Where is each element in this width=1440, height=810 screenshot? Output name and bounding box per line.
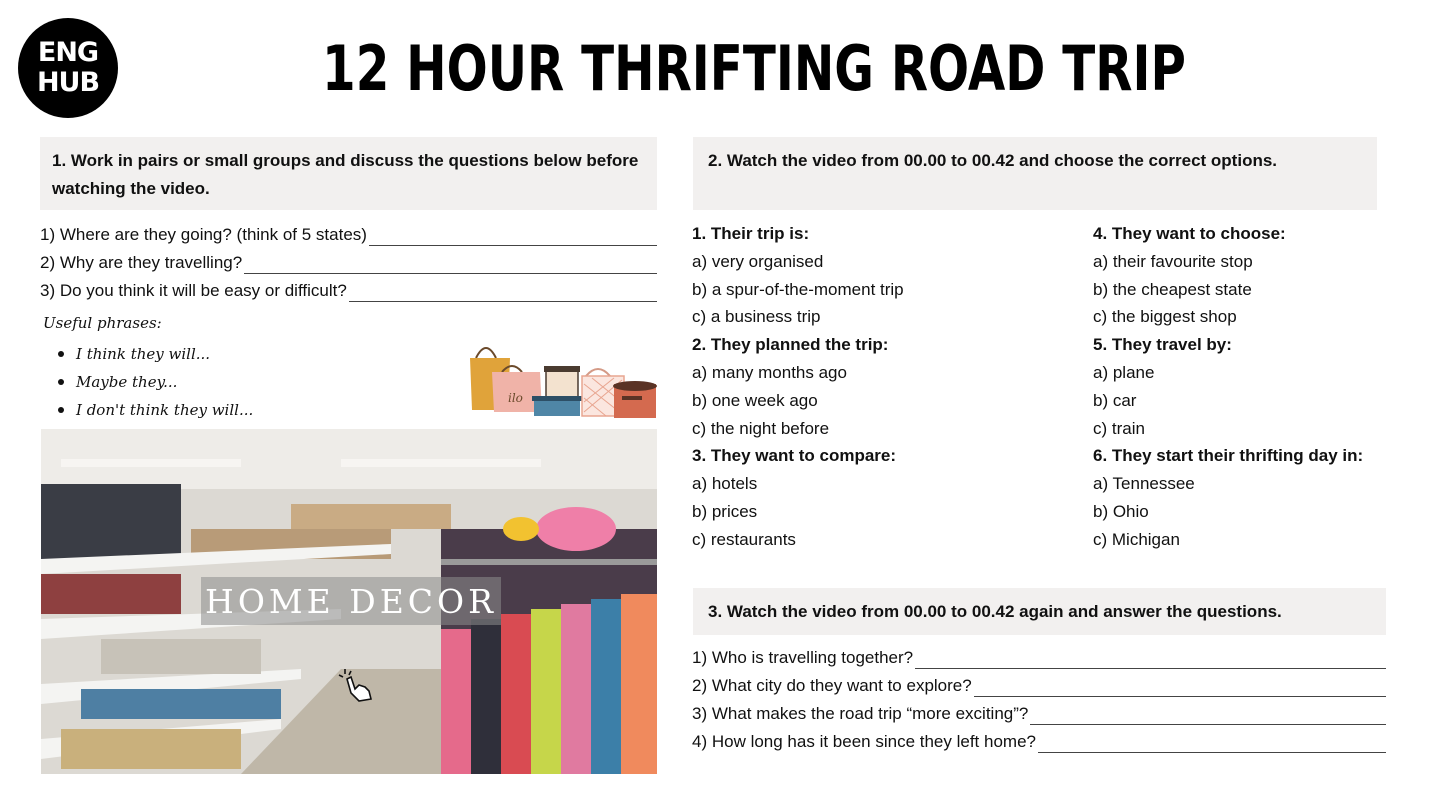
mcq-option[interactable]: b) the cheapest state xyxy=(1093,279,1252,299)
answer-line[interactable] xyxy=(915,649,1386,669)
mcq-option[interactable]: b) prices xyxy=(692,501,758,521)
mcq-option[interactable]: c) the night before xyxy=(692,418,830,438)
discussion-question-1 xyxy=(40,224,657,246)
answer-line[interactable] xyxy=(244,254,657,274)
comprehension-question-3 xyxy=(692,703,1386,725)
mcq-option[interactable]: a) their favourite stop xyxy=(1093,251,1253,271)
question-text: 1) Where are they going? (think of 5 states) xyxy=(40,225,367,244)
mcq-option[interactable]: c) restaurants xyxy=(692,529,796,549)
mcq-option[interactable]: a) very organised xyxy=(692,251,824,271)
discussion-question-2 xyxy=(40,252,657,274)
enghub-logo xyxy=(18,18,118,118)
question-text: 3) Do you think it will be easy or difficult? xyxy=(40,281,347,300)
mcq-option[interactable]: a) plane xyxy=(1093,362,1155,382)
mcq-option[interactable]: a) Tennessee xyxy=(1093,474,1195,494)
mcq-question: 4. They want to choose: xyxy=(1093,224,1286,243)
useful-phrases-title: Useful phrases: xyxy=(43,314,162,332)
answer-line[interactable] xyxy=(974,677,1386,697)
options-column-right xyxy=(1093,220,1363,554)
video-overlay-label: HOME DECOR xyxy=(201,577,501,625)
mcq-option[interactable]: b) one week ago xyxy=(692,390,818,410)
mcq-option[interactable]: b) Ohio xyxy=(1093,501,1149,521)
phrase-item: I think they will... xyxy=(58,340,253,368)
question-text: 1) Who is travelling together? xyxy=(692,648,914,667)
answer-line[interactable] xyxy=(1030,705,1386,725)
section-1-heading: 1. Work in pairs or small groups and discuss the questions below before watching the video. xyxy=(40,137,657,210)
comprehension-question-4 xyxy=(692,731,1386,753)
mcq-option[interactable]: b) a spur-of-the-moment trip xyxy=(692,279,904,299)
mcq-question: 1. Their trip is: xyxy=(692,224,810,243)
shopping-bags-illustration xyxy=(466,338,660,422)
hand-cursor-icon xyxy=(337,667,377,703)
question-text: 3) What makes the road trip “more exciting”? xyxy=(692,704,1029,723)
mcq-option[interactable]: b) car xyxy=(1093,390,1137,410)
answer-line[interactable] xyxy=(1038,733,1386,753)
logo-line-2: HUB xyxy=(36,67,100,98)
page-title: 12 HOUR THRIFTING ROAD TRIP xyxy=(322,32,1186,105)
svg-text:ilo: ilo xyxy=(508,391,523,405)
mcq-option[interactable]: c) the biggest shop xyxy=(1093,307,1237,327)
section-3-heading: 3. Watch the video from 00.00 to 00.42 again and answer the questions. xyxy=(693,588,1386,635)
mcq-question: 2. They planned the trip: xyxy=(692,335,889,355)
mcq-option[interactable]: a) many months ago xyxy=(692,362,847,382)
mcq-question: 5. They travel by: xyxy=(1093,335,1232,355)
question-text: 2) Why are they travelling? xyxy=(40,253,243,272)
mcq-option[interactable]: c) Michigan xyxy=(1093,529,1180,549)
mcq-question: 3. They want to compare: xyxy=(692,446,897,466)
useful-phrases-list xyxy=(58,340,253,424)
comprehension-question-1 xyxy=(692,647,1386,669)
answer-line[interactable] xyxy=(349,282,657,302)
mcq-option[interactable]: c) a business trip xyxy=(692,307,821,327)
options-column-left xyxy=(692,220,904,554)
phrase-item: I don't think they will... xyxy=(58,396,253,424)
section-2-heading: 2. Watch the video from 00.00 to 00.42 and choose the correct options. xyxy=(693,137,1377,210)
phrase-item: Maybe they... xyxy=(58,368,253,396)
discussion-question-3 xyxy=(40,280,657,302)
question-text: 4) How long has it been since they left home? xyxy=(692,732,1036,751)
comprehension-question-2 xyxy=(692,675,1386,697)
logo-line-1: ENG xyxy=(37,37,99,68)
mcq-option[interactable]: c) train xyxy=(1093,418,1145,438)
mcq-option[interactable]: a) hotels xyxy=(692,474,758,494)
question-text: 2) What city do they want to explore? xyxy=(692,676,972,695)
mcq-question: 6. They start their thrifting day in: xyxy=(1093,446,1364,466)
answer-line[interactable] xyxy=(369,226,657,246)
video-thumbnail[interactable] xyxy=(41,429,657,774)
